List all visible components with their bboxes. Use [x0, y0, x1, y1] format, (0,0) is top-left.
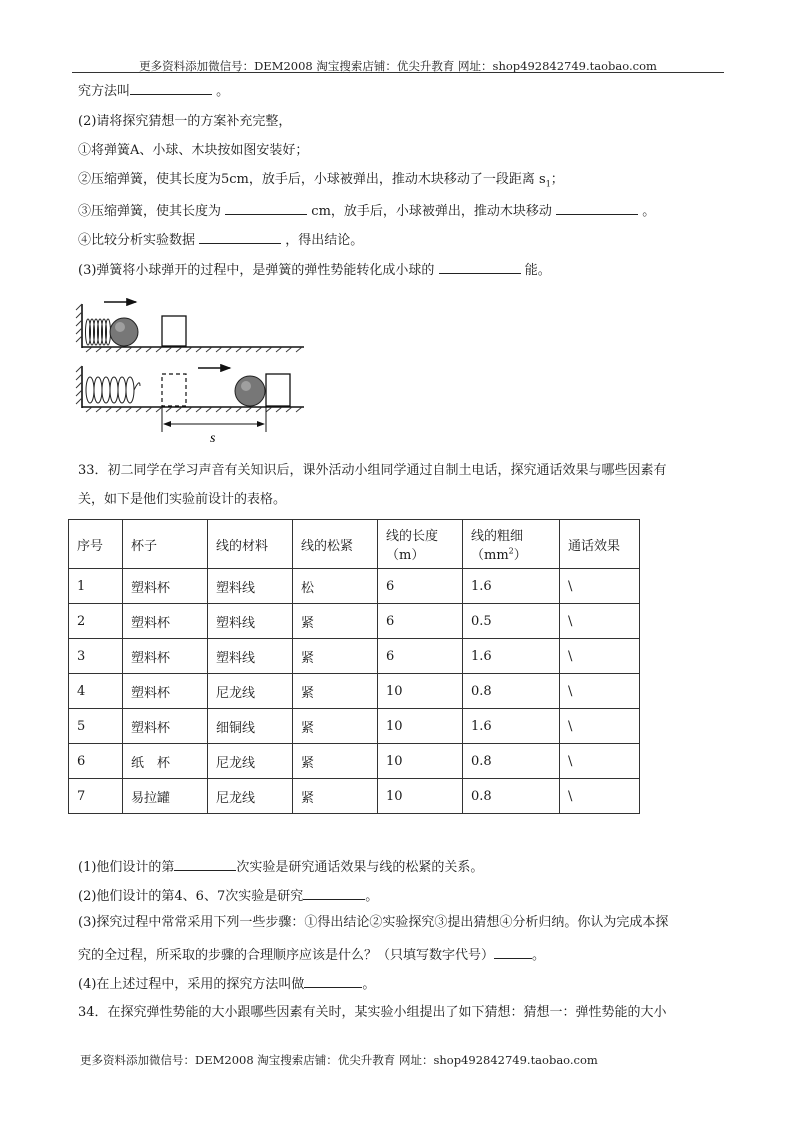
q33-p4-a: (4)在上述过程中，采用的探究方法叫做	[78, 977, 305, 992]
cell: 2	[69, 604, 123, 639]
cell: 1.6	[463, 709, 560, 744]
cell: \	[560, 744, 640, 779]
table-header-row	[69, 520, 640, 569]
q32-method-suffix: 。	[216, 84, 230, 99]
table-row	[69, 709, 640, 744]
header-thickness-unit-wrap: $(mm^2)$	[471, 546, 527, 563]
q33-p1-b: 次实验是研究通话效果与线的松紧的关系。	[236, 860, 484, 875]
cell: 0.8	[463, 779, 560, 814]
cell: 紧	[293, 639, 378, 674]
header-tension: 线的松紧	[293, 520, 378, 569]
cell: \	[560, 639, 640, 674]
q32-step1: ①将弹簧A、小球、木块按如图安装好；	[78, 143, 309, 158]
q32-line-method	[78, 80, 229, 101]
q32-step4-b: ，得出结论。	[285, 233, 364, 248]
cell: \	[560, 779, 640, 814]
cell: 紧	[293, 604, 378, 639]
table-row	[69, 569, 640, 604]
q32-step3-c: 。	[642, 204, 656, 219]
cell: 1.6	[463, 569, 560, 604]
cell: 塑料杯	[123, 569, 208, 604]
bottom-spring-relaxed	[86, 377, 140, 403]
top-block	[162, 316, 186, 346]
cell: 尼龙线	[208, 744, 293, 779]
q32-method-prefix: 究方法叫	[78, 84, 131, 99]
q32-step3	[78, 200, 655, 221]
q32-part2: (2)请将探究猜想一的方案补充完整，	[78, 114, 292, 129]
cell: 尼龙线	[208, 674, 293, 709]
cell: 0.8	[463, 744, 560, 779]
q32-step4	[78, 229, 363, 250]
top-spring-compressed	[86, 319, 111, 345]
bottom-setup	[76, 366, 304, 446]
cell: 6	[378, 639, 463, 674]
cell: 塑料杯	[123, 604, 208, 639]
cell: 塑料杯	[123, 639, 208, 674]
table-row	[69, 674, 640, 709]
cell: 塑料杯	[123, 709, 208, 744]
table-row	[69, 779, 640, 814]
bottom-wall-hatching	[76, 366, 82, 404]
q32-step2	[78, 171, 564, 194]
cell: 4	[69, 674, 123, 709]
top-setup	[76, 302, 304, 352]
q33-p3-b: 。	[532, 948, 546, 963]
q33-intro-1: 33．初二同学在学习声音有关知识后，课外活动小组同学通过自制土电话，探究通话效果与哪些因素有	[78, 463, 667, 478]
cell: 7	[69, 779, 123, 814]
q33-p4-b: 。	[362, 977, 376, 992]
cell: \	[560, 709, 640, 744]
cell: 塑料线	[208, 604, 293, 639]
top-ball	[110, 318, 138, 346]
q33-part3-line1: (3)探究过程中常常采用下列一些步骤：①得出结论②实验探究③提出猜想④分析归纳。你认为完成本探	[78, 915, 669, 930]
cell: 6	[69, 744, 123, 779]
cell: 松	[293, 569, 378, 604]
q33-p2-b: 。	[365, 889, 379, 904]
cell: 塑料线	[208, 569, 293, 604]
cell: 6	[378, 569, 463, 604]
cell: 紧	[293, 674, 378, 709]
q32-step4-a: ④比较分析实验数据	[78, 233, 196, 248]
q32-step3-a: ③压缩弹簧，使其长度为	[78, 204, 222, 219]
header-length	[378, 520, 463, 569]
cell: 5	[69, 709, 123, 744]
cell: 6	[378, 604, 463, 639]
table-row	[69, 639, 640, 674]
cell: 塑料杯	[123, 674, 208, 709]
answer-blank-method-2[interactable]	[304, 973, 362, 988]
header-length-unit: （m）	[386, 548, 425, 563]
header-index: 序号	[69, 520, 123, 569]
answer-blank-order[interactable]	[494, 944, 532, 959]
q33-part3-line2	[78, 944, 545, 965]
cell: \	[560, 674, 640, 709]
cell: 10	[378, 674, 463, 709]
cell: \	[560, 604, 640, 639]
cell: 尼龙线	[208, 779, 293, 814]
q32-part3-a: (3)弹簧将小球弹开的过程中，是弹簧的弹性势能转化成小球的	[78, 263, 435, 278]
answer-blank-distance[interactable]	[556, 200, 638, 215]
cell: 紧	[293, 779, 378, 814]
q33-p3-a: 究的全过程，所采取的步骤的合理顺序应该是什么？（只填写数字代号）	[78, 948, 495, 963]
answer-blank-method[interactable]	[130, 80, 212, 95]
cell: 0.8	[463, 674, 560, 709]
answer-blank-length[interactable]	[225, 200, 307, 215]
cell: 10	[378, 744, 463, 779]
header-thickness	[463, 520, 560, 569]
answer-blank-trial-number[interactable]	[174, 856, 236, 871]
q32-step2-sub: 1	[545, 179, 551, 189]
q33-p1-a: (1)他们设计的第	[78, 860, 175, 875]
answer-blank-data[interactable]	[199, 229, 281, 244]
header-thickness-unit: （mm	[471, 548, 509, 563]
cell: 紧	[293, 709, 378, 744]
cell: 塑料线	[208, 639, 293, 674]
q33-part1	[78, 856, 483, 877]
q33-part4	[78, 973, 375, 994]
q32-step2-end: ；	[550, 172, 564, 187]
cell: 纸 杯	[123, 744, 208, 779]
cell: 1	[69, 569, 123, 604]
original-block-position	[162, 374, 186, 406]
cell: 紧	[293, 744, 378, 779]
q33-p2-a: (2)他们设计的第4、6、7次实验是研究	[78, 889, 304, 904]
header-effect: 通话效果	[560, 520, 640, 569]
page-footer: 更多资料添加微信号：DEM2008 淘宝搜索店铺：优尖升教育 网址：shop492842749.taobao.com	[80, 1053, 598, 1067]
answer-blank-energy[interactable]	[439, 259, 521, 274]
cell: 1.6	[463, 639, 560, 674]
table-row	[69, 604, 640, 639]
header-thickness-label: 线的粗细	[471, 529, 524, 544]
page-header: 更多资料添加微信号：DEM2008 淘宝搜索店铺：优尖升教育 网址：shop492842749.taobao.com	[139, 59, 657, 73]
cell: 10	[378, 709, 463, 744]
bottom-block	[266, 374, 290, 406]
q32-step3-b: cm，放手后，小球被弹出，推动木块移动	[311, 204, 552, 219]
header-material: 线的材料	[208, 520, 293, 569]
bottom-ball	[235, 376, 265, 406]
experiment-table	[68, 519, 640, 814]
top-wall-hatching	[76, 304, 82, 342]
header-divider	[72, 72, 724, 73]
q34-intro: 34．在探究弹性势能的大小跟哪些因素有关时，某实验小组提出了如下猜想：猜想一：弹性势能的大小	[78, 1005, 667, 1020]
q33-part2	[78, 885, 378, 906]
cell: 3	[69, 639, 123, 674]
q32-part3	[78, 259, 551, 280]
answer-blank-research[interactable]	[303, 885, 365, 900]
q32-step2-text: ②压缩弹簧，使其长度为5cm，放手后，小球被弹出，推动木块移动了一段距离 s	[78, 172, 546, 187]
cell: \	[560, 569, 640, 604]
spring-experiment-diagram	[74, 290, 314, 450]
cell: 易拉罐	[123, 779, 208, 814]
cell: 0.5	[463, 604, 560, 639]
header-cup: 杯子	[123, 520, 208, 569]
table-row	[69, 744, 640, 779]
q32-part3-b: 能。	[524, 263, 551, 278]
distance-label: s	[210, 431, 216, 446]
cell: 细铜线	[208, 709, 293, 744]
cell: 10	[378, 779, 463, 814]
header-length-label: 线的长度	[386, 529, 439, 544]
q33-intro-2: 关，如下是他们实验前设计的表格。	[78, 492, 287, 507]
